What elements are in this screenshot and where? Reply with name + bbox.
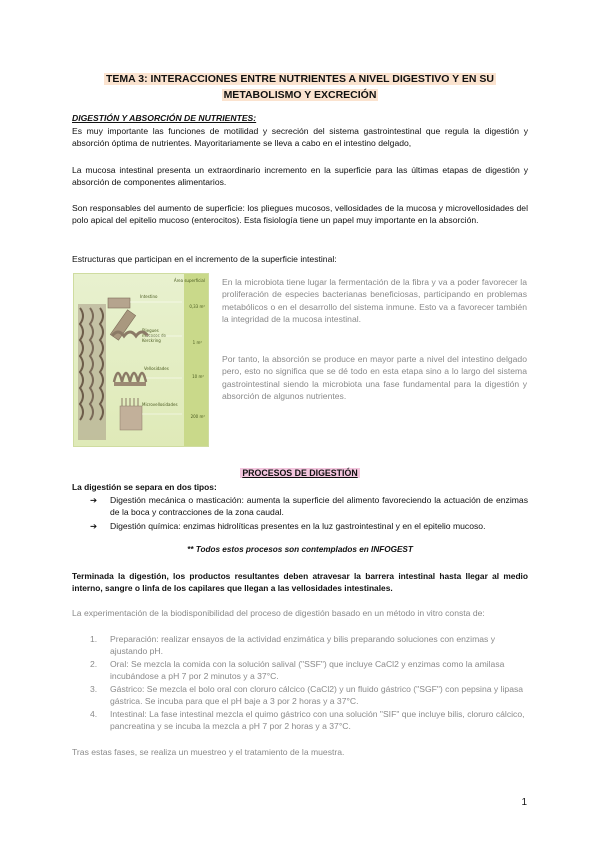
villi	[114, 373, 146, 386]
figure-label-microvilli: Microvellosidades	[142, 402, 178, 407]
document-title	[72, 71, 528, 103]
figure-area-header: Área superficial	[173, 278, 205, 283]
step-text: Gástrico: Se mezcla el bolo oral con cloruro cálcico (CaCl2) y un fluido gástrico ("SGF") con pepsina y lipasa gástrica. Se incuba para que el pH baje a 3 por 2 horas y a 37°C.	[110, 684, 524, 706]
section-heading-digestion: DIGESTIÓN Y ABSORCIÓN DE NUTRIENTES:	[72, 113, 257, 123]
infogest-note: ** Todos estos procesos son contemplados en INFOGEST	[187, 545, 413, 554]
paragraph-4: Estructuras que participan en el incremento de la superficie intestinal:	[72, 254, 337, 264]
paragraph-6: Terminada la digestión, los productos resultantes deben atravesar la barrera intestinal hasta llegar al medio interno, sangre o linfa de los capilares que llegan a las vellosidades intestinales.	[72, 571, 528, 594]
figure-side-paragraph-2: Por tanto, la absorción se produce en mayor parte a nivel del intestino delgado pero, esto no significa que se dé todo en esta etapa sino a lo largo del sistema gastrointestinal siendo la microbiota una fase fundamental para la digestión y absorción de algunos nutrientes.	[222, 354, 527, 402]
section-heading-processes	[0, 468, 600, 478]
title-line-1: TEMA 3: INTERACCIONES ENTRE NUTRIENTES A NIVEL DIGESTIVO Y EN SU	[106, 73, 494, 85]
intestinal-surface-figure	[73, 273, 209, 447]
bullet-text: Digestión mecánica o masticación: aumenta la superficie del alimento favoreciendo la actuación de enzimas de la boca y contracciones de la zona caudal.	[110, 495, 528, 518]
in-vitro-steps-list	[90, 633, 528, 733]
figure-label-villi: Vellosidades	[144, 366, 169, 371]
step-text: Preparación: realizar ensayos de la actividad enzimática y bilis preparando soluciones con enzimas y ajustando pH.	[110, 634, 496, 656]
digestion-types-list	[90, 494, 528, 533]
step-number: 3.	[90, 684, 98, 694]
intestine-illustration	[74, 274, 182, 446]
step-number: 4.	[90, 709, 98, 719]
paragraph-1: Es muy importante las funciones de motilidad y secreción del sistema gastrointestinal que regula la digestión y absorción óptima de nutrientes. Mayoritariamente se lleva a cabo en el intestino delgado,	[72, 126, 528, 149]
bullet-text: Digestión química: enzimas hidrolíticas presentes en la luz gastrointestinal y en el epitelio mucoso.	[110, 520, 486, 531]
figure-value-intestine: 0,33 m²	[189, 304, 205, 309]
surface-area-column	[184, 274, 208, 446]
list-item	[90, 520, 528, 532]
list-item	[90, 708, 528, 732]
page-number: 1	[521, 797, 527, 808]
paragraph-5: La digestión se separa en dos tipos:	[72, 482, 217, 492]
paragraph-7: La experimentación de la biodisponibilidad del proceso de digestión basado en un método in vitro consta de:	[72, 608, 485, 618]
paragraph-8: Tras estas fases, se realiza un muestreo y el tratamiento de la muestra.	[72, 747, 345, 757]
arrow-icon: ➔	[90, 495, 98, 505]
paragraph-3: Son responsables del aumento de superficie: los pliegues mucosos, vellosidades de la mucosa y microvellosidades del polo apical del epitelio mucoso (enterocitos). Esta fisiología tiene un papel muy importante en la absorción.	[72, 203, 528, 226]
step-number: 2.	[90, 659, 98, 669]
figure-value-folds: 1 m²	[192, 340, 202, 345]
figure-value-villi: 10 m²	[192, 374, 204, 379]
figure-connector-lines	[130, 302, 182, 414]
step-text: Oral: Se mezcla la comida con la solución salival ("SSF") que incluye CaCl2 y enzimas como la amilasa incubándose a pH 7 por 2 minutos y a 37°C.	[110, 659, 505, 681]
left-tissue-strip	[78, 304, 106, 440]
paragraph-2: La mucosa intestinal presenta un extraordinario incremento en la superficie para las últimas etapas de digestión y absorción de componentes alimentarios.	[72, 165, 528, 188]
figure-side-paragraph-1: En la microbiota tiene lugar la fermentación de la fibra y va a poder favorecer la proliferación de especies bacterianas beneficiosas, participando en problemas metabólicos o en el desarrollo del sistema inmune. Esto va a favorecer también la integridad de la mucosa intestinal.	[222, 277, 527, 325]
step-text: Intestinal: La fase intestinal mezcla el quimo gástrico con una solución "SIF" que incluye bilis, cloruro cálcico, pancreatina y se incuba la mezcla a pH 7 por 2 horas y a 37°C.	[110, 709, 525, 731]
list-item	[90, 683, 528, 707]
figure-label-folds: Pliegues mucosos de Kerckring	[142, 328, 166, 343]
figure-label-intestine: Intestino	[140, 294, 158, 299]
figure-value-microvilli: 200 m²	[190, 414, 205, 419]
list-item	[90, 658, 528, 682]
microvilli	[120, 398, 142, 430]
section-heading-processes-text: PROCESOS DE DIGESTIÓN	[242, 468, 358, 478]
step-number: 1.	[90, 634, 98, 644]
list-item	[90, 633, 528, 657]
list-item	[90, 494, 528, 519]
arrow-icon: ➔	[90, 520, 98, 531]
title-line-2: METABOLISMO Y EXCRECIÓN	[223, 89, 377, 101]
